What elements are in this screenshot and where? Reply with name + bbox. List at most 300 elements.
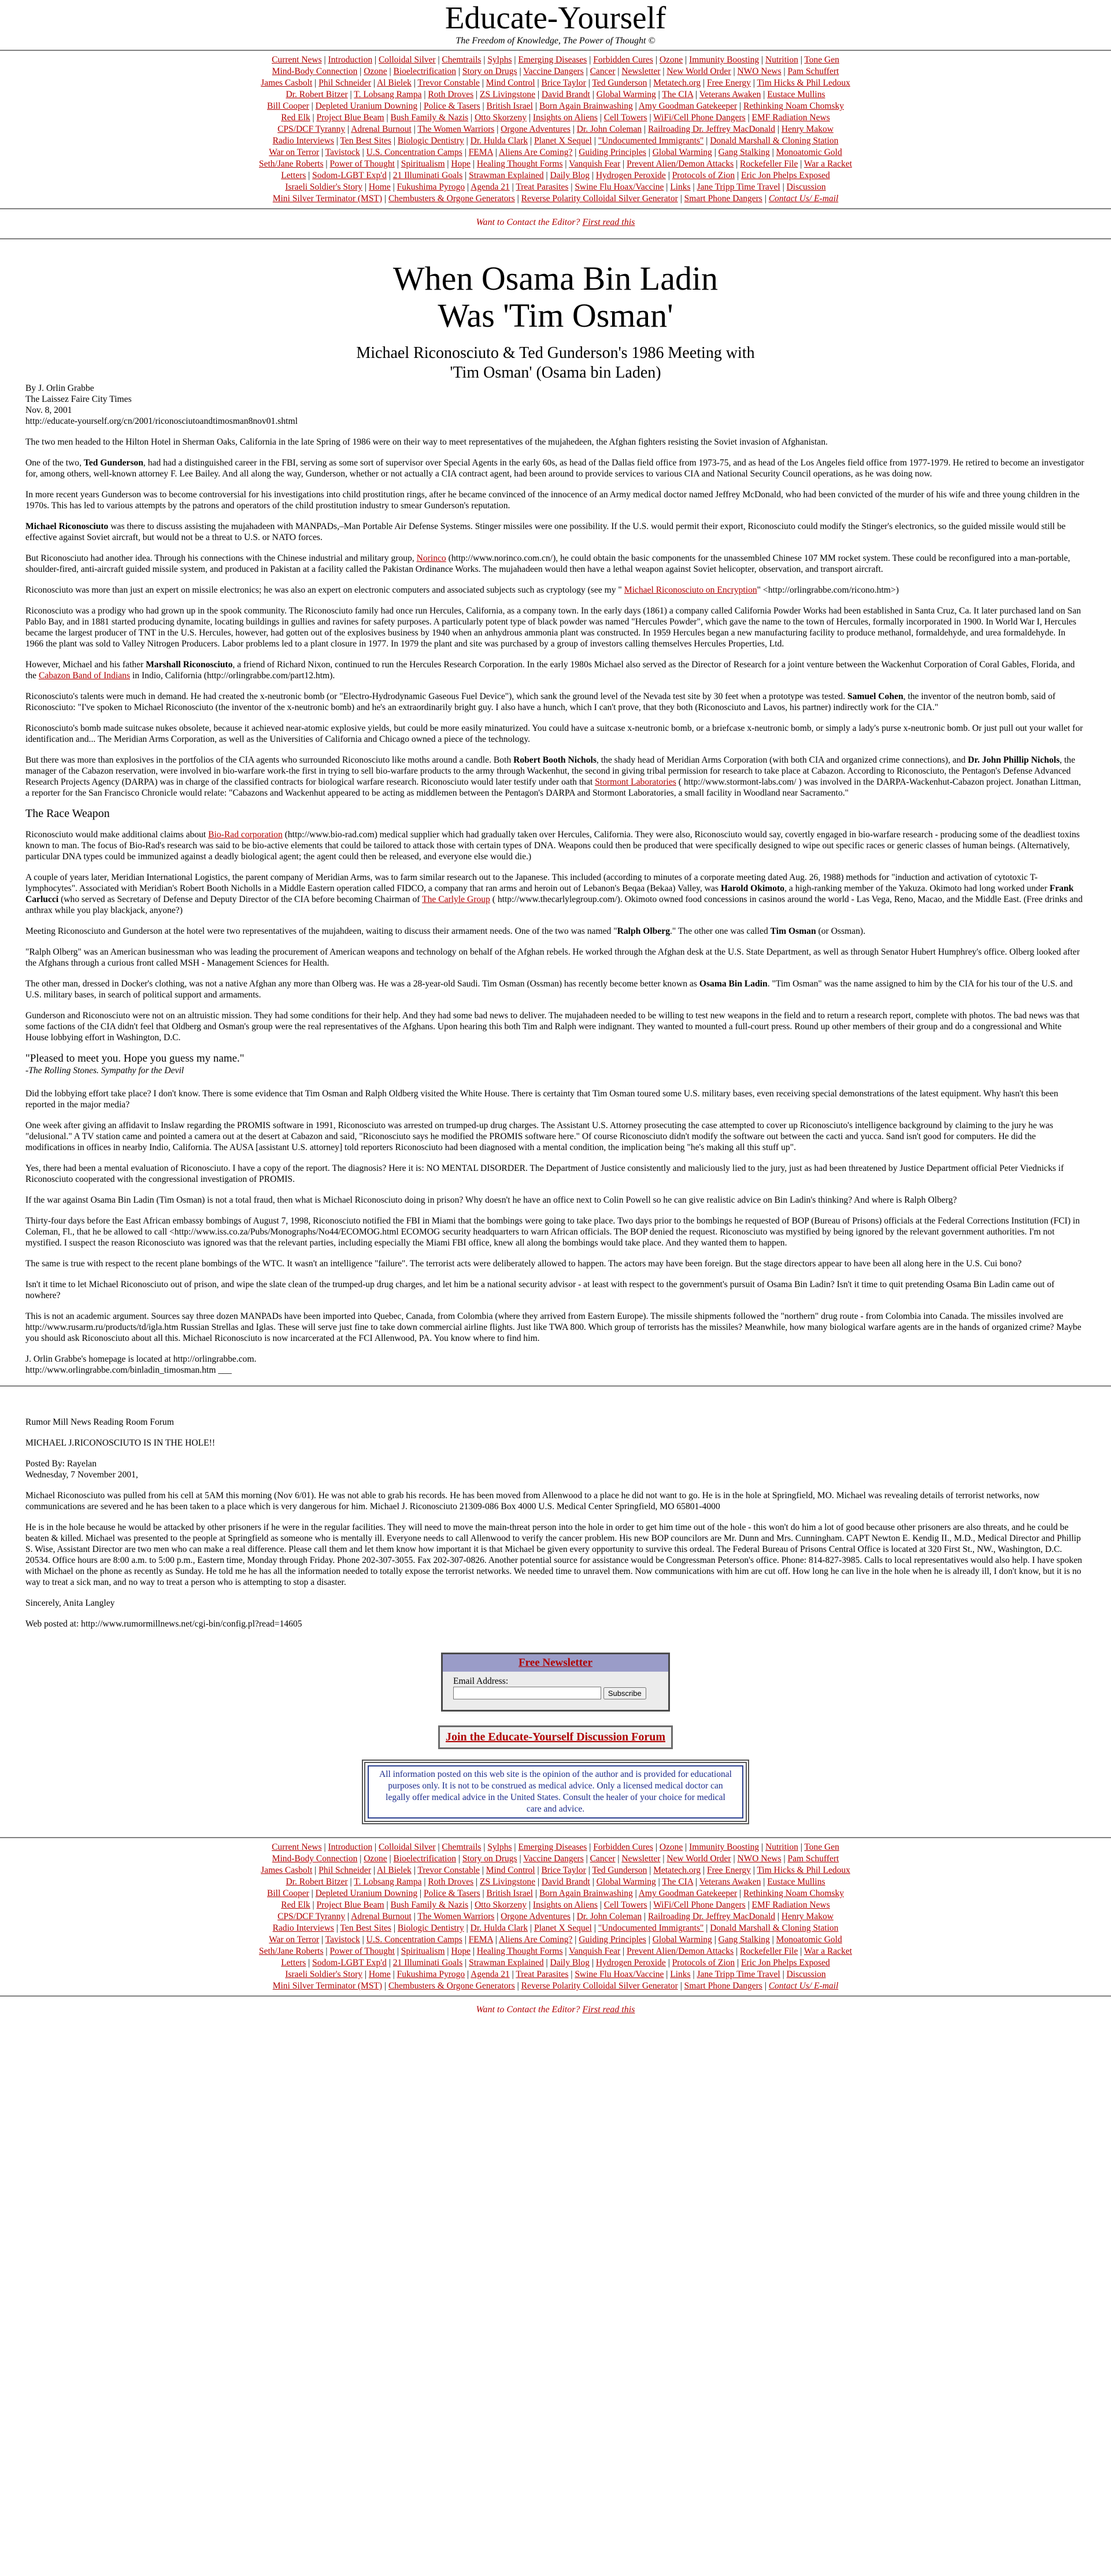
nav-link-cell-towers[interactable]: Cell Towers bbox=[603, 1900, 647, 1910]
nav-link-metatech-org[interactable]: Metatech.org bbox=[653, 1865, 701, 1875]
contact-prefix: Want to Contact the Editor? bbox=[476, 2005, 580, 2015]
nav-link-healing-thought-forms[interactable]: Healing Thought Forms bbox=[476, 159, 563, 169]
nav-link-trevor-constable[interactable]: Trevor Constable bbox=[417, 1865, 480, 1875]
nav-separator: | bbox=[646, 1935, 653, 1945]
nav-link-seth-jane-roberts[interactable]: Seth/Jane Roberts bbox=[259, 159, 324, 169]
encryption-link[interactable]: Michael Riconosciuto on Encryption bbox=[624, 585, 757, 595]
nav-link-hope[interactable]: Hope bbox=[451, 159, 471, 169]
nav-separator: | bbox=[798, 1946, 804, 1956]
nav-link-mind-body-connection[interactable]: Mind-Body Connection bbox=[272, 1854, 358, 1864]
nav-link-treat-parasites[interactable]: Treat Parasites bbox=[516, 1969, 569, 1979]
nav-link-chembusters-orgone-generators[interactable]: Chembusters & Orgone Generators bbox=[388, 194, 515, 204]
nav-link-mini-silver-terminator-mst[interactable]: Mini Silver Terminator (MST) bbox=[272, 194, 383, 204]
nav-separator: | bbox=[683, 1842, 690, 1852]
nav-link-t-lobsang-rampa[interactable]: T. Lobsang Rampa bbox=[354, 90, 422, 99]
nav-link-global-warming[interactable]: Global Warming bbox=[596, 90, 656, 99]
nav-link-swine-flu-hoax-vaccine[interactable]: Swine Flu Hoax/Vaccine bbox=[575, 182, 664, 192]
nav-separator: | bbox=[632, 1888, 639, 1898]
nav-link-reverse-polarity-colloidal-silver-generator[interactable]: Reverse Polarity Colloidal Silver Generator bbox=[521, 194, 678, 204]
nav-link-global-warming[interactable]: Global Warming bbox=[652, 147, 712, 157]
nav-link-donald-marshall-cloning-station[interactable]: Donald Marshall & Cloning Station bbox=[710, 136, 839, 146]
nav-link-monoatomic-gold[interactable]: Monoatomic Gold bbox=[776, 147, 842, 157]
nav-link-cps-dcf-tyranny[interactable]: CPS/DCF Tyranny bbox=[277, 1912, 346, 1921]
nav-link-war-on-terror[interactable]: War on Terror bbox=[269, 1935, 320, 1945]
nav-row bbox=[173, 54, 938, 66]
nav-link-u-s-concentration-camps[interactable]: U.S. Concentration Camps bbox=[366, 1935, 462, 1945]
nav-link-dr-hulda-clark[interactable]: Dr. Hulda Clark bbox=[470, 1923, 528, 1933]
nav-link-pam-schuffert[interactable]: Pam Schuffert bbox=[787, 1854, 839, 1864]
nav-link-sodom-lgbt-exp-d[interactable]: Sodom-LGBT Exp'd bbox=[312, 171, 387, 180]
nav-link-discussion[interactable]: Discussion bbox=[786, 1969, 826, 1979]
nav-link-cps-dcf-tyranny[interactable]: CPS/DCF Tyranny bbox=[277, 124, 346, 134]
nav-link-fukushima-pyrogo[interactable]: Fukushima Pyrogo bbox=[397, 1969, 465, 1979]
nav-link-aliens-are-coming[interactable]: Aliens Are Coming? bbox=[498, 147, 573, 157]
biorad-link[interactable]: Bio-Rad corporation bbox=[208, 830, 283, 840]
nav-link-police-tasers[interactable]: Police & Tasers bbox=[423, 1888, 480, 1898]
nav-link-rockefeller-file[interactable]: Rockefeller File bbox=[740, 159, 798, 169]
nav-separator: | bbox=[321, 55, 328, 65]
nav-link-contact-us[interactable]: Contact Us/ E-mail bbox=[768, 194, 839, 204]
nav-separator: | bbox=[647, 78, 654, 88]
nav-link-sodom-lgbt-exp-d[interactable]: Sodom-LGBT Exp'd bbox=[312, 1958, 387, 1968]
nav-link-strawman-explained[interactable]: Strawman Explained bbox=[469, 1958, 544, 1968]
nav-link-chemtrails[interactable]: Chemtrails bbox=[442, 1842, 482, 1852]
norinco-link[interactable]: Norinco bbox=[416, 553, 446, 563]
nav-link-discussion[interactable]: Discussion bbox=[786, 182, 826, 192]
nav-link-nutrition[interactable]: Nutrition bbox=[765, 1842, 798, 1852]
nav-link-metatech-org[interactable]: Metatech.org bbox=[653, 78, 701, 88]
nav-separator: | bbox=[750, 78, 757, 88]
nav-link-hydrogen-peroxide[interactable]: Hydrogen Peroxide bbox=[595, 1958, 666, 1968]
nav-link-undocumented-immigrants[interactable]: "Undocumented Immigrants" bbox=[598, 136, 704, 146]
nav-link-ten-best-sites[interactable]: Ten Best Sites bbox=[340, 1923, 391, 1933]
nav-link-roth-droves[interactable]: Roth Droves bbox=[428, 90, 474, 99]
nav-separator: | bbox=[473, 90, 480, 99]
nav-link-cell-towers[interactable]: Cell Towers bbox=[603, 113, 647, 123]
nav-link-project-blue-beam[interactable]: Project Blue Beam bbox=[316, 113, 384, 123]
nav-link-spiritualism[interactable]: Spiritualism bbox=[401, 159, 445, 169]
nav-separator: | bbox=[514, 1981, 521, 1991]
nav-link-adrenal-burnout[interactable]: Adrenal Burnout bbox=[351, 1912, 412, 1921]
nav-link-nwo-news[interactable]: NWO News bbox=[737, 1854, 782, 1864]
nav-link-tim-hicks-phil-ledoux[interactable]: Tim Hicks & Phil Ledoux bbox=[757, 78, 850, 88]
nav-link-treat-parasites[interactable]: Treat Parasites bbox=[516, 182, 569, 192]
nav-link-brice-taylor[interactable]: Brice Taylor bbox=[541, 78, 586, 88]
nav-separator: | bbox=[734, 1946, 740, 1956]
nav-link-biologic-dentistry[interactable]: Biologic Dentistry bbox=[397, 136, 464, 146]
nav-separator: | bbox=[345, 124, 351, 134]
nav-link-gang-stalking[interactable]: Gang Stalking bbox=[718, 1935, 770, 1945]
nav-link-bioelectrification[interactable]: Bioelectrification bbox=[393, 1854, 456, 1864]
nav-link-phil-schneider[interactable]: Phil Schneider bbox=[319, 78, 371, 88]
nav-link-war-a-racket[interactable]: War a Racket bbox=[803, 1946, 852, 1956]
nav-link-war-on-terror[interactable]: War on Terror bbox=[269, 147, 320, 157]
nav-link-home[interactable]: Home bbox=[368, 1969, 391, 1979]
nav-link-bill-cooper[interactable]: Bill Cooper bbox=[267, 1888, 309, 1898]
nav-link-introduction[interactable]: Introduction bbox=[328, 1842, 373, 1852]
nav-link-planet-x-sequel[interactable]: Planet X Sequel bbox=[534, 136, 592, 146]
nav-link-strawman-explained[interactable]: Strawman Explained bbox=[469, 171, 544, 180]
nav-separator: | bbox=[468, 1900, 475, 1910]
nav-link-smart-phone-dangers[interactable]: Smart Phone Dangers bbox=[684, 1981, 762, 1991]
nav-link-born-again-brainwashing[interactable]: Born Again Brainwashing bbox=[539, 101, 633, 111]
nav-link-reverse-polarity-colloidal-silver-generator[interactable]: Reverse Polarity Colloidal Silver Generator bbox=[521, 1981, 678, 1991]
paragraph: Riconosciuto's talents were much in demand. He had created the x-neutronic bomb (or "Electro-Hydrodynamic Gaseous Fuel Device"), which sank the ground level of the Nevada test site by 30 feet when a prototype was tested. Samuel Cohen, the inventor of the neutron bomb, said of Riconosciuto: "I've spoken to Michael Riconosciuto (the inventor of the x-neutronic bomb) and he's an extraordinarily bright guy. I also have a hunch, which I can't prove, that they both (Riconosciuto and Lavos, his partner) indirectly work for the CIA." bbox=[25, 692, 1056, 712]
nav-link-tone-gen[interactable]: Tone Gen bbox=[804, 1842, 839, 1852]
paragraph: The other man, dressed in Docker's clothing, was not a native Afghan any more than Olberg was. He was a 28-year-old Saudi. Tim Osman (Ossman) has recently become better known as Osama Bin Ladin. "Tim Osman" was the name assigned to him by the CIA for his tour of the U.S. and U.S. military bases, in search of political support and armaments. bbox=[25, 979, 1073, 1000]
nav-link-current-news[interactable]: Current News bbox=[272, 55, 322, 65]
nav-link-insights-on-aliens[interactable]: Insights on Aliens bbox=[532, 1900, 598, 1910]
nav-link-eustace-mullins[interactable]: Eustace Mullins bbox=[767, 90, 825, 99]
contact-editor bbox=[0, 217, 1111, 228]
nav-link-hope[interactable]: Hope bbox=[451, 1946, 471, 1956]
nav-link-daily-blog[interactable]: Daily Blog bbox=[550, 171, 590, 180]
nav-link-red-elk[interactable]: Red Elk bbox=[281, 113, 310, 123]
nav-link-home[interactable]: Home bbox=[368, 182, 391, 192]
nav-link-vanquish-fear[interactable]: Vanquish Fear bbox=[569, 1946, 621, 1956]
cabazon-link[interactable]: Cabazon Band of Indians bbox=[38, 671, 131, 681]
nav-link-donald-marshall-cloning-station[interactable]: Donald Marshall & Cloning Station bbox=[710, 1923, 839, 1933]
nav-link-new-world-order[interactable]: New World Order bbox=[666, 66, 731, 76]
nav-link-depleted-uranium-downing[interactable]: Depleted Uranium Downing bbox=[315, 1888, 418, 1898]
nav-link-phil-schneider[interactable]: Phil Schneider bbox=[319, 1865, 371, 1875]
nav-link-jane-tripp-time-travel[interactable]: Jane Tripp Time Travel bbox=[697, 182, 780, 192]
contact-editor-bottom bbox=[0, 2005, 1111, 2015]
nav-link-cancer[interactable]: Cancer bbox=[590, 66, 616, 76]
nav-link-free-energy[interactable]: Free Energy bbox=[707, 78, 751, 88]
nav-link-orgone-adventures[interactable]: Orgone Adventures bbox=[501, 124, 571, 134]
nav-link-emerging-diseases[interactable]: Emerging Diseases bbox=[518, 55, 587, 65]
discussion-forum-button[interactable]: Join the Educate-Yourself Discussion Forum bbox=[438, 1725, 673, 1749]
nav-link-bioelectrification[interactable]: Bioelectrification bbox=[393, 66, 456, 76]
nav-separator: | bbox=[312, 78, 319, 88]
nav-link-wifi-cell-phone-dangers[interactable]: WiFi/Cell Phone Dangers bbox=[653, 1900, 746, 1910]
nav-link-emf-radiation-news[interactable]: EMF Radiation News bbox=[751, 113, 830, 123]
nav-link-mind-control[interactable]: Mind Control bbox=[486, 1865, 535, 1875]
nav-link-zs-livingstone[interactable]: ZS Livingstone bbox=[480, 1877, 536, 1887]
nav-link-trevor-constable[interactable]: Trevor Constable bbox=[417, 78, 480, 88]
nav-link-ozone[interactable]: Ozone bbox=[659, 1842, 683, 1852]
nav-link-newsletter[interactable]: Newsletter bbox=[621, 1854, 661, 1864]
nav-link-vanquish-fear[interactable]: Vanquish Fear bbox=[569, 159, 621, 169]
nav-link-railroading-dr-jeffrey-macdonald[interactable]: Railroading Dr. Jeffrey MacDonald bbox=[647, 124, 776, 134]
nav-separator: | bbox=[590, 1877, 597, 1887]
nav-row bbox=[173, 1934, 938, 1946]
nav-link-smart-phone-dangers[interactable]: Smart Phone Dangers bbox=[684, 194, 762, 204]
nav-link-links[interactable]: Links bbox=[670, 1969, 691, 1979]
nav-link-forbidden-cures[interactable]: Forbidden Cures bbox=[593, 55, 653, 65]
nav-link-dr-john-coleman[interactable]: Dr. John Coleman bbox=[576, 124, 642, 134]
nav-link-21-illuminati-goals[interactable]: 21 Illuminati Goals bbox=[392, 1958, 463, 1968]
nav-link-planet-x-sequel[interactable]: Planet X Sequel bbox=[534, 1923, 592, 1933]
contact-link[interactable]: First read this bbox=[582, 217, 635, 227]
nav-separator: | bbox=[759, 1842, 765, 1852]
nav-link-mind-body-connection[interactable]: Mind-Body Connection bbox=[272, 66, 358, 76]
nav-link-the-women-warriors[interactable]: The Women Warriors bbox=[417, 124, 495, 134]
nav-link-police-tasers[interactable]: Police & Tasers bbox=[423, 101, 480, 111]
nav-link-u-s-concentration-camps[interactable]: U.S. Concentration Camps bbox=[366, 147, 462, 157]
nav-link-forbidden-cures[interactable]: Forbidden Cures bbox=[593, 1842, 653, 1852]
nav-row bbox=[173, 158, 938, 170]
nav-link-israeli-soldier-s-story[interactable]: Israeli Soldier's Story bbox=[285, 1969, 362, 1979]
nav-link-david-brandt[interactable]: David Brandt bbox=[541, 90, 590, 99]
nav-link-ozone[interactable]: Ozone bbox=[364, 1854, 387, 1864]
nav-link-eustace-mullins[interactable]: Eustace Mullins bbox=[767, 1877, 825, 1887]
pull-quote bbox=[25, 1053, 1086, 1077]
nav-link-fema[interactable]: FEMA bbox=[468, 147, 493, 157]
section-heading: The Race Weapon bbox=[25, 807, 110, 820]
nav-link-letters[interactable]: Letters bbox=[281, 1958, 306, 1968]
nav-separator: | bbox=[319, 147, 325, 157]
paragraph: This is not an academic argument. Sources say three dozen MANPADs have been imported into Quebec, Canada, from Colombia (where they arrived from Eastern Europe). The missile shipments followed the "northern" drug route - from Colombia into Canada. The missiles involved are http://www.rusarm.ru/products/td/igla.htm Russian Strellas and Iglas. These will serve just fine to take down commercial airline flights. Just like TWA 800. Which group of terrorists has the missiles? Meanwhile, how many biological warfare agents are in the hands of organized crime? Maybe you should ask Riconosciuto about all this. Michael Riconosciuto is now incarcerated at the FCI Allenwood, PA. You know where to find him. bbox=[25, 1311, 1082, 1343]
nav-link-newsletter[interactable]: Newsletter bbox=[621, 66, 661, 76]
nav-link-ozone[interactable]: Ozone bbox=[364, 66, 387, 76]
nav-link-rethinking-noam-chomsky[interactable]: Rethinking Noam Chomsky bbox=[743, 1888, 844, 1898]
nav-link-mini-silver-terminator-mst[interactable]: Mini Silver Terminator (MST) bbox=[272, 1981, 383, 1991]
nav-separator: | bbox=[411, 1865, 418, 1875]
nav-link-tim-hicks-phil-ledoux[interactable]: Tim Hicks & Phil Ledoux bbox=[757, 1865, 850, 1875]
forum-date: Wednesday, 7 November 2001, bbox=[25, 1470, 138, 1480]
nav-link-emf-radiation-news[interactable]: EMF Radiation News bbox=[751, 1900, 830, 1910]
nav-link-global-warming[interactable]: Global Warming bbox=[652, 1935, 712, 1945]
nav-link-nutrition[interactable]: Nutrition bbox=[765, 55, 798, 65]
nav-separator: | bbox=[455, 66, 462, 76]
nav-link-prevent-alien-demon-attacks[interactable]: Prevent Alien/Demon Attacks bbox=[627, 159, 734, 169]
stormont-link[interactable]: Stormont Laboratories bbox=[595, 777, 676, 787]
nav-link-t-lobsang-rampa[interactable]: T. Lobsang Rampa bbox=[354, 1877, 422, 1887]
nav-link-colloidal-silver[interactable]: Colloidal Silver bbox=[378, 55, 436, 65]
nav-separator: | bbox=[527, 1900, 533, 1910]
nav-link-agenda-21[interactable]: Agenda 21 bbox=[471, 182, 510, 192]
nav-link-prevent-alien-demon-attacks[interactable]: Prevent Alien/Demon Attacks bbox=[627, 1946, 734, 1956]
nav-link-british-israel[interactable]: British Israel bbox=[486, 1888, 533, 1898]
nav-separator: | bbox=[632, 101, 639, 111]
nav-link-protocols-of-zion[interactable]: Protocols of Zion bbox=[672, 1958, 735, 1968]
nav-link-adrenal-burnout[interactable]: Adrenal Burnout bbox=[351, 124, 412, 134]
nav-separator: | bbox=[480, 1888, 487, 1898]
nav-link-agenda-21[interactable]: Agenda 21 bbox=[471, 1969, 510, 1979]
nav-link-david-brandt[interactable]: David Brandt bbox=[541, 1877, 590, 1887]
nav-link-pam-schuffert[interactable]: Pam Schuffert bbox=[787, 66, 839, 76]
paragraph: Michael Riconosciuto was pulled from his cell at 5AM this morning (Nov 6/01). He was not able to grab his records. He has been moved from Allenwood to a place he did not want to go. He is in the hole at Springfield, MO. Michael was revealing details of terrorist networks, now communications are severed and he has been taken to a place which is very dangerous for him. Michael J. Riconosciuto 21309-086 Box 4000 U.S. Medical Center Springfield, MO 65801-4000 bbox=[25, 1491, 1040, 1511]
nav-link-current-news[interactable]: Current News bbox=[272, 1842, 322, 1852]
nav-separator: | bbox=[411, 124, 418, 134]
email-input[interactable] bbox=[453, 1687, 601, 1699]
nav-link-story-on-drugs[interactable]: Story on Drugs bbox=[462, 66, 517, 76]
nav-row: Mini Silver Terminator (MST) | Chembusters & Orgone Generators | Reverse Polarity Colloidal Silver Generator | Smart Phone Dangers | Contact Us/ E-mail bbox=[272, 194, 839, 204]
nav-separator: | bbox=[417, 1888, 424, 1898]
nav-row bbox=[173, 1946, 938, 1957]
nav-link-red-elk[interactable]: Red Elk bbox=[281, 1900, 310, 1910]
carlyle-link[interactable]: The Carlyle Group bbox=[422, 895, 490, 904]
nav-link-dr-hulda-clark[interactable]: Dr. Hulda Clark bbox=[470, 136, 528, 146]
nav-link-aliens-are-coming[interactable]: Aliens Are Coming? bbox=[498, 1935, 573, 1945]
nav-link-amy-goodman-gatekeeper[interactable]: Amy Goodman Gatekeeper bbox=[638, 101, 738, 111]
nav-link-links[interactable]: Links bbox=[670, 182, 691, 192]
nav-link-ted-gunderson[interactable]: Ted Gunderson bbox=[592, 1865, 647, 1875]
nav-row bbox=[173, 1957, 938, 1969]
nav-link-introduction[interactable]: Introduction bbox=[328, 55, 373, 65]
nav-separator: | bbox=[323, 1946, 330, 1956]
nav-link-hydrogen-peroxide[interactable]: Hydrogen Peroxide bbox=[595, 171, 666, 180]
nav-separator: | bbox=[701, 1865, 707, 1875]
forum-posted-by: Posted By: Rayelan bbox=[25, 1459, 97, 1469]
nav-link-sylphs[interactable]: Sylphs bbox=[487, 1842, 512, 1852]
nav-separator: | bbox=[735, 171, 742, 180]
nav-link-israeli-soldier-s-story[interactable]: Israeli Soldier's Story bbox=[285, 182, 362, 192]
nav-link-tavistock[interactable]: Tavistock bbox=[325, 147, 360, 157]
nav-link-undocumented-immigrants[interactable]: "Undocumented Immigrants" bbox=[598, 1923, 704, 1933]
nav-link-sylphs[interactable]: Sylphs bbox=[487, 55, 512, 65]
nav-link-swine-flu-hoax-vaccine[interactable]: Swine Flu Hoax/Vaccine bbox=[575, 1969, 664, 1979]
nav-link-the-cia[interactable]: The CIA bbox=[662, 90, 694, 99]
nav-link-the-women-warriors[interactable]: The Women Warriors bbox=[417, 1912, 495, 1921]
nav-link-power-of-thought[interactable]: Power of Thought bbox=[329, 1946, 395, 1956]
nav-link-free-energy[interactable]: Free Energy bbox=[707, 1865, 751, 1875]
nav-link-guiding-principles[interactable]: Guiding Principles bbox=[579, 147, 646, 157]
nav-separator: | bbox=[590, 1958, 596, 1968]
nav-link-bush-family-nazis[interactable]: Bush Family & Nazis bbox=[390, 113, 469, 123]
nav-link-bill-cooper[interactable]: Bill Cooper bbox=[267, 101, 309, 111]
nav-link-railroading-dr-jeffrey-macdonald[interactable]: Railroading Dr. Jeffrey MacDonald bbox=[647, 1912, 776, 1921]
nav-separator: | bbox=[759, 55, 765, 65]
nav-separator: | bbox=[306, 171, 313, 180]
nav-separator: | bbox=[583, 1854, 590, 1864]
subscribe-button[interactable]: Subscribe bbox=[603, 1687, 646, 1699]
nav-link-fukushima-pyrogo[interactable]: Fukushima Pyrogo bbox=[397, 182, 465, 192]
nav-link-eric-jon-phelps-exposed[interactable]: Eric Jon Phelps Exposed bbox=[741, 171, 830, 180]
nav-link-james-casbolt[interactable]: James Casbolt bbox=[261, 78, 313, 88]
nav-link-immunity-boosting[interactable]: Immunity Boosting bbox=[689, 55, 760, 65]
nav-link-vaccine-dangers[interactable]: Vaccine Dangers bbox=[523, 66, 584, 76]
nav-link-immunity-boosting[interactable]: Immunity Boosting bbox=[689, 1842, 760, 1852]
nav-link-cancer[interactable]: Cancer bbox=[590, 1854, 616, 1864]
nav-link-rockefeller-file[interactable]: Rockefeller File bbox=[740, 1946, 798, 1956]
nav-link-otto-skorzeny[interactable]: Otto Skorzeny bbox=[475, 113, 527, 123]
nav-separator: | bbox=[703, 136, 710, 146]
nav-separator: | bbox=[445, 1946, 451, 1956]
nav-link-ted-gunderson[interactable]: Ted Gunderson bbox=[592, 78, 647, 88]
nav-link-mind-control[interactable]: Mind Control bbox=[486, 78, 535, 88]
nav-link-monoatomic-gold[interactable]: Monoatomic Gold bbox=[776, 1935, 842, 1945]
nav-link-radio-interviews[interactable]: Radio Interviews bbox=[272, 1923, 334, 1933]
nav-separator: | bbox=[731, 1854, 738, 1864]
nav-link-global-warming[interactable]: Global Warming bbox=[596, 1877, 656, 1887]
article-body bbox=[0, 383, 1111, 1376]
nav-link-war-a-racket[interactable]: War a Racket bbox=[803, 159, 852, 169]
nav-link-dr-john-coleman[interactable]: Dr. John Coleman bbox=[576, 1912, 642, 1921]
nav-link-project-blue-beam[interactable]: Project Blue Beam bbox=[316, 1900, 384, 1910]
nav-link-contact-us[interactable]: Contact Us/ E-mail bbox=[768, 1981, 839, 1991]
nav-link-new-world-order[interactable]: New World Order bbox=[666, 1854, 731, 1864]
site-header bbox=[0, 0, 1111, 46]
nav-separator: | bbox=[647, 1865, 654, 1875]
nav-separator: | bbox=[371, 78, 377, 88]
nav-separator: | bbox=[615, 66, 622, 76]
nav-link-brice-taylor[interactable]: Brice Taylor bbox=[541, 1865, 586, 1875]
nav-link-otto-skorzeny[interactable]: Otto Skorzeny bbox=[475, 1900, 527, 1910]
nav-separator: | bbox=[481, 55, 488, 65]
nav-link-21-illuminati-goals[interactable]: 21 Illuminati Goals bbox=[392, 171, 463, 180]
nav-link-zs-livingstone[interactable]: ZS Livingstone bbox=[480, 90, 536, 99]
nav-link-radio-interviews[interactable]: Radio Interviews bbox=[272, 136, 334, 146]
nav-link-vaccine-dangers[interactable]: Vaccine Dangers bbox=[523, 1854, 584, 1864]
nav-link-the-cia[interactable]: The CIA bbox=[662, 1877, 694, 1887]
nav-link-rethinking-noam-chomsky[interactable]: Rethinking Noam Chomsky bbox=[743, 101, 844, 111]
nav-link-orgone-adventures[interactable]: Orgone Adventures bbox=[501, 1912, 571, 1921]
nav-link-wifi-cell-phone-dangers[interactable]: WiFi/Cell Phone Dangers bbox=[653, 113, 746, 123]
nav-row bbox=[173, 1923, 938, 1934]
nav-link-henry-makow[interactable]: Henry Makow bbox=[781, 1912, 834, 1921]
nav-separator: | bbox=[642, 124, 648, 134]
nav-separator: | bbox=[386, 171, 393, 180]
nav-link-emerging-diseases[interactable]: Emerging Diseases bbox=[518, 1842, 587, 1852]
nav-separator: | bbox=[535, 1865, 542, 1875]
nav-link-chembusters-orgone-generators[interactable]: Chembusters & Orgone Generators bbox=[388, 1981, 515, 1991]
nav-link-amy-goodman-gatekeeper[interactable]: Amy Goodman Gatekeeper bbox=[638, 1888, 738, 1898]
nav-link-henry-makow[interactable]: Henry Makow bbox=[781, 124, 834, 134]
nav-separator: | bbox=[653, 1842, 660, 1852]
nav-link-tone-gen[interactable]: Tone Gen bbox=[804, 55, 839, 65]
nav-link-ozone[interactable]: Ozone bbox=[659, 55, 683, 65]
nav-link-bush-family-nazis[interactable]: Bush Family & Nazis bbox=[390, 1900, 469, 1910]
paragraph: He is in the hole because he would be attacked by other prisoners if he were in the regular facilities. They will need to move the main-threat person into the hole in order to get him time out of the hole - this won't do him a lot of good because other prisoners are also threats, and he could be beaten & killed. Michael was presented to the people at Springfield as someone who is mentally ill. Everyone needs to call Allenwood to verify the cancer problem. His new BOP councilors are Mr. Dunn and Mrs. Cunningham. CAPT Newton E. Kendig II., M.D., Medical Director and Phillip S. Wise, Assistant Director are two men who can make a real difference. Please call them and let them know how important it is that Michael be given every opportunity to survive this ordeal. The Federal Bureau of Prisons Central Office is located at 320 First St., NW., Washington, D.C. 20534. Office hours are 8:00 a.m. to 5:00 p.m., Eastern time, Monday through Friday. Phone 202-307-3055. Fax 202-307-0826. Another potential source for assistance would be Congressman Peterson's office. Phone: 814-827-3985. Calls to local representatives would also help. I have spoken with Michael on the phone as recently as Sunday. He told me he has all the information needed to totally expose the terrorist networks. We needed time to unravel them. Now communications with him are cut off. How long he can live in the hole when he is already ill, I don't know, but it is no way to treat a sick man, and no way to treat a person who is attempting to stop a disaster. bbox=[25, 1522, 1082, 1587]
nav-link-biologic-dentistry[interactable]: Biologic Dentistry bbox=[397, 1923, 464, 1933]
nav-link-protocols-of-zion[interactable]: Protocols of Zion bbox=[672, 171, 735, 180]
nav-link-jane-tripp-time-travel[interactable]: Jane Tripp Time Travel bbox=[697, 1969, 780, 1979]
nav-link-born-again-brainwashing[interactable]: Born Again Brainwashing bbox=[539, 1888, 633, 1898]
nav-link-roth-droves[interactable]: Roth Droves bbox=[428, 1877, 474, 1887]
divider bbox=[0, 1385, 1111, 1387]
nav-link-al-bielek[interactable]: Al Bielek bbox=[376, 78, 412, 88]
nav-link-al-bielek[interactable]: Al Bielek bbox=[376, 1865, 412, 1875]
nav-link-depleted-uranium-downing[interactable]: Depleted Uranium Downing bbox=[315, 101, 418, 111]
nav-link-eric-jon-phelps-exposed[interactable]: Eric Jon Phelps Exposed bbox=[741, 1958, 830, 1968]
nav-link-veterans-awaken[interactable]: Veterans Awaken bbox=[699, 1877, 761, 1887]
nav-link-chemtrails[interactable]: Chemtrails bbox=[442, 55, 482, 65]
nav-link-james-casbolt[interactable]: James Casbolt bbox=[261, 1865, 313, 1875]
nav-separator: | bbox=[528, 1923, 534, 1933]
nav-separator: | bbox=[462, 1935, 469, 1945]
nav-link-guiding-principles[interactable]: Guiding Principles bbox=[579, 1935, 646, 1945]
nav-link-seth-jane-roberts[interactable]: Seth/Jane Roberts bbox=[259, 1946, 324, 1956]
nav-link-colloidal-silver[interactable]: Colloidal Silver bbox=[378, 1842, 436, 1852]
nav-link-story-on-drugs[interactable]: Story on Drugs bbox=[462, 1854, 517, 1864]
nav-link-letters[interactable]: Letters bbox=[281, 171, 306, 180]
nav-link-tavistock[interactable]: Tavistock bbox=[325, 1935, 360, 1945]
nav-separator: | bbox=[462, 1958, 469, 1968]
nav-link-daily-blog[interactable]: Daily Blog bbox=[550, 1958, 590, 1968]
nav-link-insights-on-aliens[interactable]: Insights on Aliens bbox=[532, 113, 598, 123]
nav-separator: | bbox=[310, 113, 317, 123]
divider bbox=[0, 50, 1111, 51]
nav-link-dr-robert-bitzer[interactable]: Dr. Robert Bitzer bbox=[286, 1877, 348, 1887]
nav-link-spiritualism[interactable]: Spiritualism bbox=[401, 1946, 445, 1956]
nav-link-gang-stalking[interactable]: Gang Stalking bbox=[718, 147, 770, 157]
contact-link[interactable]: First read this bbox=[582, 2005, 635, 2015]
nav-link-nwo-news[interactable]: NWO News bbox=[737, 66, 782, 76]
paragraph: The same is true with respect to the recent plane bombings of the WTC. It wasn't an intelligence "failure". The terrorist acts were deliberately allowed to happen. The actors may have been foreign. But the stage directors appear to have been all along here in the U.S. Cui bono? bbox=[25, 1259, 1022, 1269]
nav-link-dr-robert-bitzer[interactable]: Dr. Robert Bitzer bbox=[286, 90, 348, 99]
newsletter-title[interactable]: Free Newsletter bbox=[443, 1654, 668, 1672]
nav-link-ten-best-sites[interactable]: Ten Best Sites bbox=[340, 136, 391, 146]
nav-link-power-of-thought[interactable]: Power of Thought bbox=[329, 159, 395, 169]
nav-link-healing-thought-forms[interactable]: Healing Thought Forms bbox=[476, 1946, 563, 1956]
forum-meta bbox=[25, 1458, 1086, 1480]
nav-link-british-israel[interactable]: British Israel bbox=[486, 101, 533, 111]
nav-link-fema[interactable]: FEMA bbox=[468, 1935, 493, 1945]
nav-link-veterans-awaken[interactable]: Veterans Awaken bbox=[699, 90, 761, 99]
